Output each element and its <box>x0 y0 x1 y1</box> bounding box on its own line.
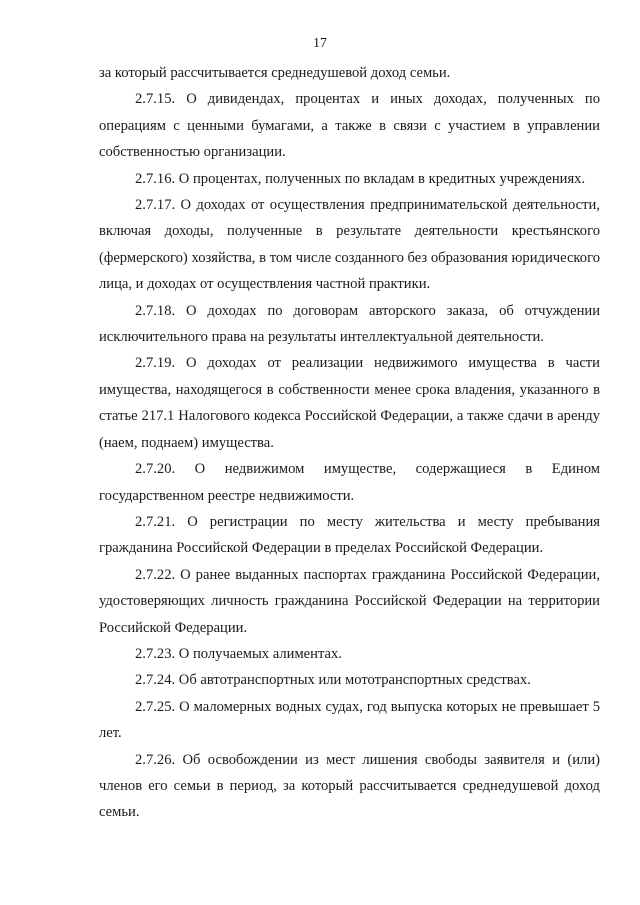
paragraph: 2.7.18. О доходах по договорам авторского заказа, об отчуждении исключительного права на результаты интеллектуальной деятельности. <box>99 302 600 346</box>
paragraph: 2.7.23. О получаемых алиментах. <box>135 645 342 662</box>
page-number: 17 <box>313 36 327 51</box>
paragraph: 2.7.24. Об автотранспортных или мототранспортных средствах. <box>135 672 531 689</box>
paragraph: 2.7.20. О недвижимом имуществе, содержащиеся в Едином государственном реестре недвижимости. <box>99 461 600 504</box>
document-body <box>99 60 600 826</box>
paragraph: 2.7.21. О регистрации по месту жительства и месту пребывания гражданина Российской Федерации в пределах Российской Федерации. <box>99 513 600 557</box>
paragraph: 2.7.16. О процентах, полученных по вкладам в кредитных учреждениях. <box>135 170 586 187</box>
paragraph: 2.7.17. О доходах от осуществления предпринимательской деятельности, включая доходы, полученные в результате деятельности крестьянского (фермерского) хозяйства, в том числе созданного без образования юридического лица, и доходах от осуществления частной практики. <box>99 197 600 293</box>
paragraph: 2.7.25. О маломерных водных судах, год выпуска которых не превышает 5 лет. <box>99 698 600 742</box>
paragraph: 2.7.26. Об освобождении из мест лишения свободы заявителя и (или) членов его семьи в период, за который рассчитывается среднедушевой доход семьи. <box>99 751 600 821</box>
paragraph: 2.7.15. О дивидендах, процентах и иных доходах, полученных по операциям с ценными бумагами, а также в связи с участием в управлении собственностью организации. <box>99 91 600 161</box>
paragraph: 2.7.22. О ранее выданных паспортах гражданина Российской Федерации, удостоверяющих личность гражданина Российской Федерации на территории Российской Федерации. <box>99 566 600 636</box>
paragraph: 2.7.19. О доходах от реализации недвижимого имущества в части имущества, находящегося в собственности менее срока владения, указанного в статье 217.1 Налогового кодекса Российской Федерации, а также сдачи в аренду (наем, поднаем) имущества. <box>99 355 600 451</box>
paragraph: за который рассчитывается среднедушевой доход семьи. <box>99 65 451 81</box>
